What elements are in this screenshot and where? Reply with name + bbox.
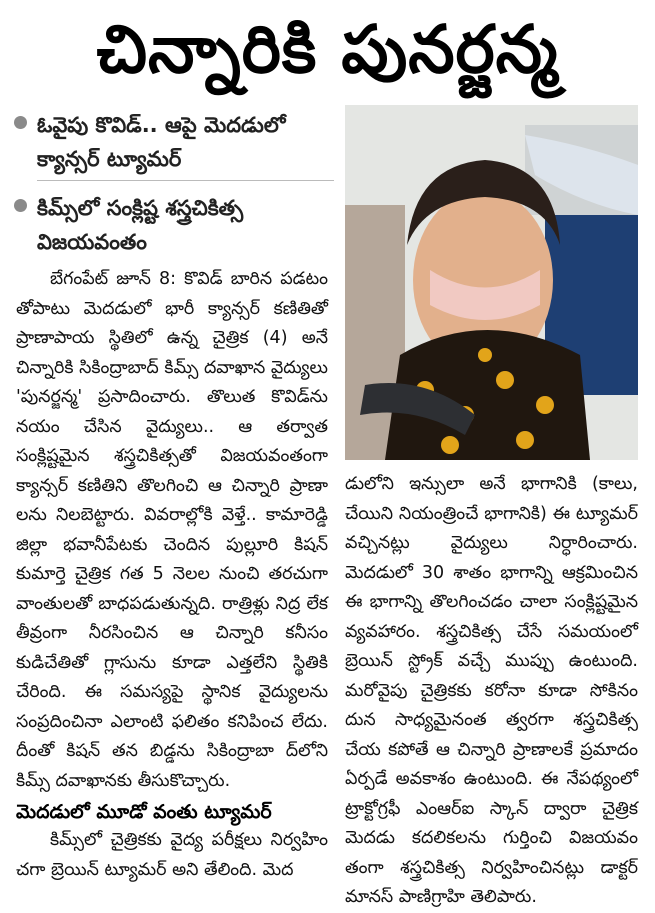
article-paragraph: డులోని ఇన్సులా అనే భాగానికి (కాలు, చేయిని నియంత్రించే భాగానికి) ఈ ట్యూమర్ వచ్చినట్లు వైద్యులు నిర్ధారించారు. మెదడులో 30 శాతం భాగాన్ని ఆక్రమించిన ఈ భాగాన్ని తొలగించడం చాలా సంక్లిష్టమైన వ్యవహారం. శస్త్రచికిత్స చేసే సమయంలో బ్రెయిన్ స్ట్రోక్ వచ్చే ముప్పు ఉంటుంది. మరోవైపు చైత్రికకు కరోనా కూడా సోకినం దున సాధ్యమైనంత త్వరగా శస్త్రచికిత్స చేయ కపోతే ఆ చిన్నారి ప్రాణాలకే ప్రమాదం ఏర్పడే అవకాశం ఉంటుంది. ఈ నేపథ్యంలో ట్రాక్టోగ్రఫీ ఎంఆర్ఐ స్కాన్ ద్వారా చైత్రిక మెదడు కదలికలను గుర్తించి విజయవం తంగా శస్త్రచికిత్స నిర్వహించినట్లు డాక్టర్ మానస్ పాణిగ్రాహి తెలిపారు. (345, 474, 638, 907)
child-photo-illustration (345, 105, 638, 460)
article-column-left (16, 265, 328, 796)
bullet-text: ఓవైపు కొవిడ్.. ఆపై మెదడులో క్యాన్సర్ ట్యూమర్ (37, 108, 334, 181)
bullet-item (14, 108, 334, 181)
section-subheading: మెదడులో మూడో వంతు ట్యూమర్ (16, 801, 272, 823)
article-column-right (345, 470, 638, 913)
bullet-text: కిమ్స్‌లో సంక్లిష్ట శస్త్రచికిత్స విజయవంతం (37, 196, 244, 254)
highlight-bullets (14, 108, 334, 269)
child-photo (345, 105, 638, 460)
bullet-dot-icon (14, 116, 27, 129)
article-paragraph: బేగంపేట్ జూన్ 8: కొవిడ్ బారిన పడటం తోపాటు మెదడులో భారీ క్యాన్సర్ కణితితో ప్రాణాపాయ స్థితిలో ఉన్న చైత్రిక (4) అనే చిన్నారికి సికింద్రాబాద్ కిమ్స్ దవాఖాన వైద్యులు 'పునర్జన్మ' ప్రసాదించారు. తొలుత కొవిడ్‌ను నయం చేసిన వైద్యులు.. ఆ తర్వాత సంక్లిష్టమైన శస్త్రచికిత్సతో విజయవంతంగా క్యాన్సర్ కణితిని తొలగించి ఆ చిన్నారి ప్రాణా లను నిలబెట్టారు. వివరాల్లోకి వెళ్తే.. కామారెడ్డి జిల్లా భవానీపేటకు చెందిన పుల్లూరి కిషన్ కుమార్తె చైత్రిక గత 5 నెలల నుంచి తరచుగా వాంతులతో బాధపడుతున్నది. రాత్రిళ్లు నిద్ర లేక తీవ్రంగా నీరసించిన ఆ చిన్నారి కనీసం కుడిచేతితో గ్లాసును కూడా ఎత్తలేని స్థితికి చేరింది. ఈ సమస్యపై స్థానిక వైద్యులను సంప్రదించినా ఎలాంటి ఫలితం కనిపించ లేదు. దీంతో కిషన్ తన బిడ్డను సికింద్రాబా ద్‌లోని కిమ్స్ దవాఖానకు తీసుకొచ్చారు. (16, 269, 328, 791)
headline: చిన్నారికి పునర్జన్మ (96, 11, 559, 88)
article-column-left-continued (16, 826, 328, 885)
bullet-item (14, 191, 334, 259)
article-paragraph: కిమ్స్‌లో చైత్రికకు వైద్య పరీక్షలు నిర్వహిం చగా బ్రెయిన్ ట్యూమర్ అని తేలింది. మెద (16, 830, 328, 880)
bullet-dot-icon (14, 199, 27, 212)
